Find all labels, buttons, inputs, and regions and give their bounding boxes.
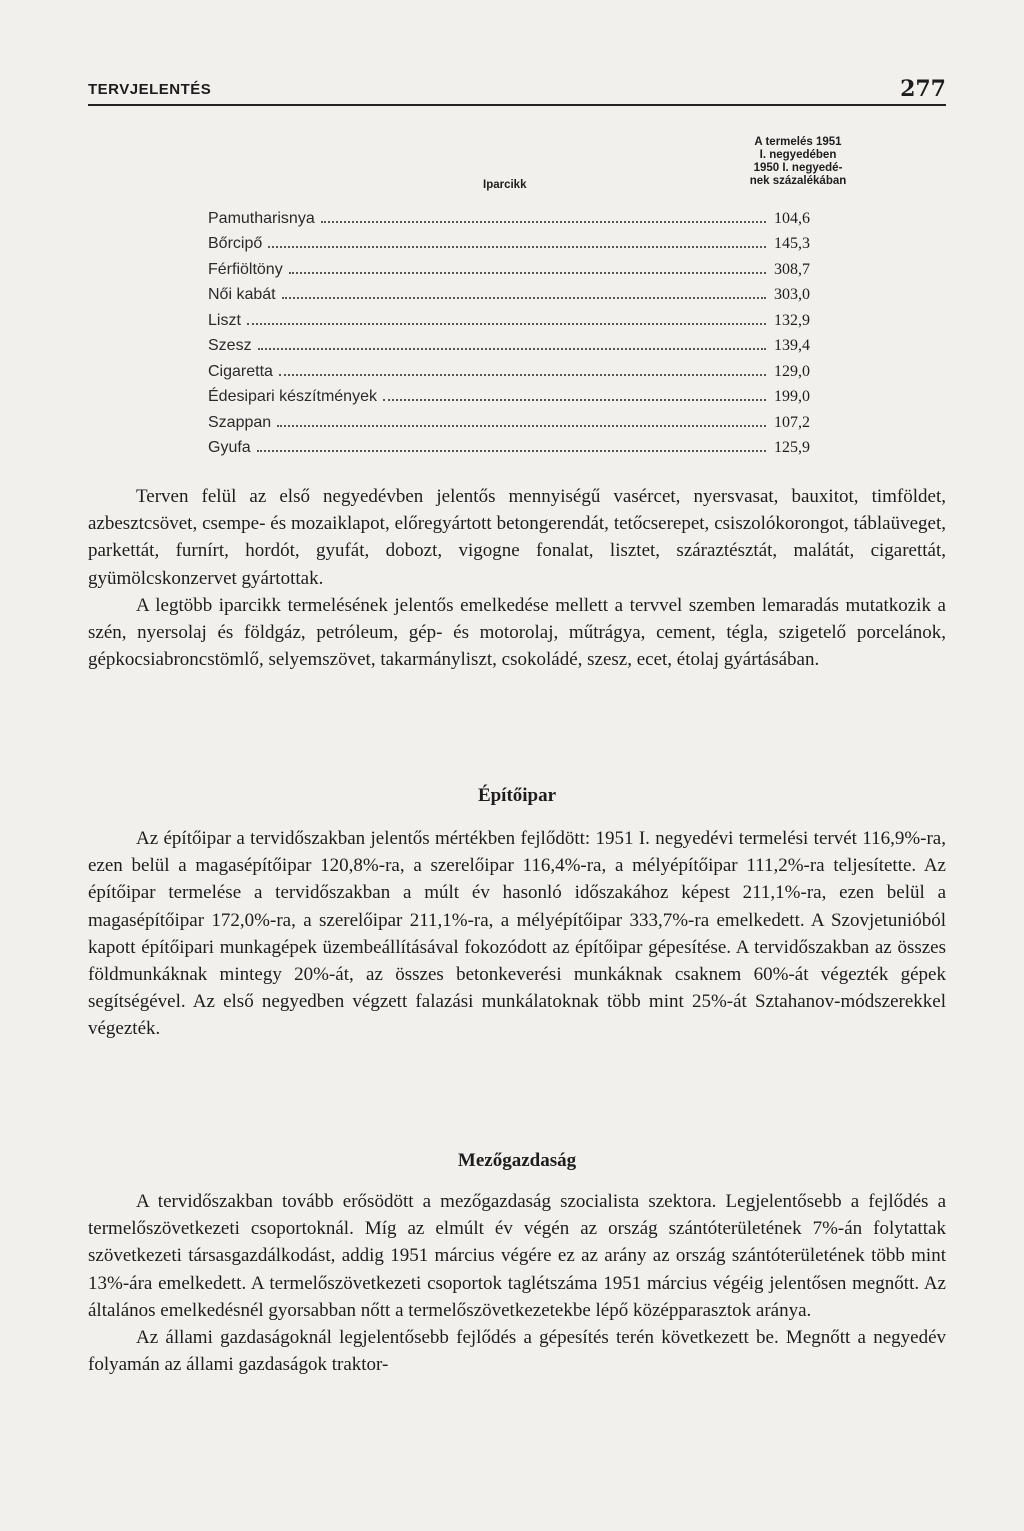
paragraph: Az építőipar a tervidőszakban jelentős mértékben fejlődött: 1951 I. negyedévi termelési tervét 116,9%-ra, ezen belül a magasépítőipar 120,8%-ra, a szerelőipar 116,4%-ra, a mélyépítőipar 111,2%-ra teljesítette. Az építőipar termelése a tervidőszakban a múlt év hasonló időszakához képest 211,1%-ra, ezen belül a magasépítőipar 172,0%-ra, a szerelőipar 211,1%-ra, a mélyépítőipar 333,7%-ra emelkedett. A Szovjetunióból kapott építőipari munkagépek üzembeállításával fokozódott az építőipar gépesítése. A tervidőszakban az összes földmunkáknak mintegy 20%-át, az összes betonkeverési munkáknak csaknem 60%-át végezték gépek segítségével. Az első negyedben végzett falazási munkálatoknak több mint 25%-át Sztahanov-módszerekkel végezték. xyxy=(88,828,946,1040)
table-row xyxy=(208,253,838,279)
row-value: 132,9 xyxy=(774,311,810,329)
table-column-value-line: I. negyedében xyxy=(759,149,837,161)
table-row xyxy=(208,202,838,228)
table-row xyxy=(208,406,838,432)
row-value: 104,6 xyxy=(774,209,810,227)
row-item: Szesz xyxy=(208,337,252,354)
leader-dots xyxy=(279,374,766,376)
row-value: 308,7 xyxy=(774,260,810,278)
row-item: Pamutharisnya xyxy=(208,209,315,227)
paragraph: A legtöbb iparcikk termelésének jelentős emelkedése mellett a tervvel szemben lemaradás mutatkozik a szén, nyersolaj és földgáz, petróleum, gép- és motorolaj, műtrágya, cement, tégla, szigetelő porcelánok, gépkocsiabroncstömlő, selyemszövet, takarmányliszt, csokoládé, szesz, ecet, étolaj gyártásában. xyxy=(88,594,946,671)
table-column-value-line: nek százalékában xyxy=(749,175,847,187)
section-title-construction: Építőipar xyxy=(477,785,557,806)
row-item: Édesipari készítmények xyxy=(208,388,377,405)
paragraph: Terven felül az első negyedévben jelentős mennyiségű vasércet, nyersvasat, bauxitot, timföldet, azbesztcsövet, csempe- és mozaiklapot, előregyártott betongerendát, tetőcserepet, csiszolókorongot, táblaüveget, parkettát, furnírt, hordót, gyufát, dobozt, vigogne fonalat, lisztet, száraztésztát, malátát, cigarettát, gyümölcskonzervet gyártottak. xyxy=(88,486,946,589)
row-value: 125,9 xyxy=(774,439,810,456)
leader-dots xyxy=(282,297,766,299)
running-header xyxy=(88,72,946,106)
row-item: Gyufa xyxy=(208,439,251,456)
construction-text xyxy=(88,825,946,1043)
paragraph: Az állami gazdaságoknál legjelentősebb fejlődés a gépesítés terén következett be. Megnőtt a negyedév folyamán az állami gazdaságok traktor- xyxy=(88,1327,946,1376)
row-item: Szappan xyxy=(208,413,272,431)
row-item: Bőrcipő xyxy=(208,235,263,252)
leader-dots xyxy=(321,221,766,223)
row-value: 199,0 xyxy=(774,388,810,405)
row-item: Cigaretta xyxy=(208,362,273,380)
section-title-agriculture: Mezőgazdaság xyxy=(457,1150,577,1171)
row-value: 303,0 xyxy=(774,286,810,303)
leader-dots xyxy=(257,450,766,452)
row-item: Férfiöltöny xyxy=(208,260,283,278)
intro-text xyxy=(88,483,946,673)
table-row xyxy=(208,381,838,407)
row-item: Női kabát xyxy=(208,286,276,303)
agriculture-text xyxy=(88,1188,946,1378)
row-value: 139,4 xyxy=(774,337,810,354)
row-item: Liszt xyxy=(208,311,241,329)
table-row xyxy=(208,330,838,356)
page-number: 277 xyxy=(900,76,946,102)
table-row xyxy=(208,355,838,381)
table-column-value-line: A termelés 1951 xyxy=(754,136,842,148)
leader-dots xyxy=(258,348,766,350)
table-row xyxy=(208,228,838,254)
running-title: TERVJELENTÉS xyxy=(88,81,212,98)
table-row xyxy=(208,279,838,305)
leader-dots xyxy=(289,272,766,274)
leader-dots xyxy=(247,323,766,325)
table-row xyxy=(208,304,838,330)
paragraph: A tervidőszakban tovább erősödött a mezőgazdaság szocialista szektora. Legjelentősebb a fejlődés a termelőszövetkezeti csoportoknál. Míg az elmúlt év végén az ország szántóterületének 7%-án folytattak szövetkezeti társasgazdálkodást, addig 1951 március végére ez az arány az ország szántóterületének több mint 13%-ára emelkedett. A termelőszövetkezeti csoportok taglétszáma 1951 március végéig jelentősen megnőtt. Az általános emelkedésnél gyorsabban nőtt a termelőszövetkezetekbe lépő középparasztok aránya. xyxy=(88,1191,946,1321)
table-header xyxy=(88,136,946,196)
table-column-value-line: 1950 I. negyedé- xyxy=(753,162,843,174)
leader-dots xyxy=(277,425,766,427)
table-column-value xyxy=(728,136,868,188)
row-value: 145,3 xyxy=(774,235,810,252)
table-column-item: Iparcikk xyxy=(483,179,527,191)
leader-dots xyxy=(383,399,766,401)
row-value: 129,0 xyxy=(774,362,810,380)
table-row xyxy=(208,432,838,458)
row-value: 107,2 xyxy=(774,413,810,431)
leader-dots xyxy=(268,246,766,248)
production-table xyxy=(208,202,838,457)
